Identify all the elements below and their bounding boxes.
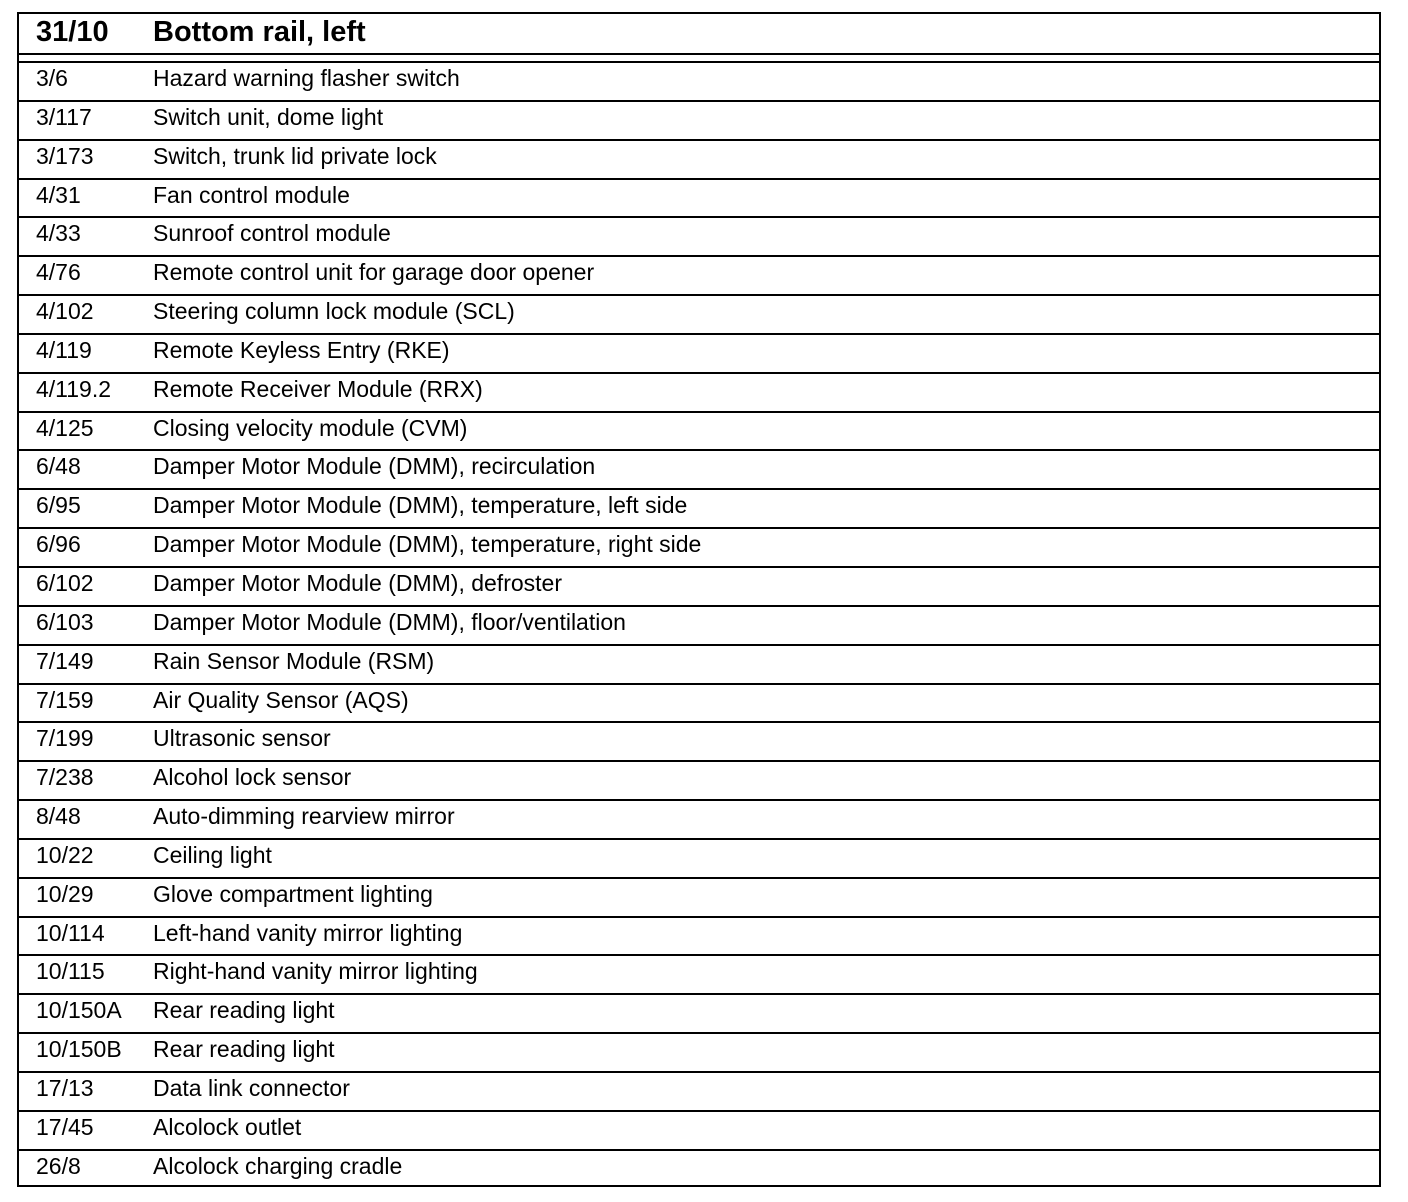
row-code: 4/119.2 [36, 375, 112, 402]
row-code: 4/119 [36, 336, 92, 363]
table-row [19, 568, 1379, 607]
row-code: 3/6 [36, 65, 68, 91]
table-row [19, 840, 1379, 879]
component-table [17, 12, 1381, 1187]
row-description: Auto-dimming rearview mirror [153, 803, 455, 830]
row-code: 7/149 [36, 647, 94, 674]
table-row [19, 490, 1379, 529]
row-code: 4/33 [36, 220, 81, 247]
row-code: 8/48 [36, 803, 81, 830]
row-description: Remote control unit for garage door opener [153, 259, 595, 286]
table-row [19, 685, 1379, 724]
table-row [19, 723, 1379, 762]
header-title: Bottom rail, left [153, 16, 366, 48]
row-code: 4/102 [36, 298, 94, 325]
row-description: Remote Receiver Module (RRX) [153, 375, 483, 402]
row-code: 10/150B [36, 1036, 122, 1063]
table-row [19, 995, 1379, 1034]
row-code: 10/29 [36, 880, 94, 907]
row-code: 7/199 [36, 725, 94, 752]
table-row [19, 529, 1379, 568]
row-code: 3/173 [36, 142, 94, 169]
row-code: 4/31 [36, 181, 81, 208]
row-description: Damper Motor Module (DMM), temperature, left side [153, 492, 688, 519]
row-description: Ultrasonic sensor [153, 725, 331, 752]
row-description: Damper Motor Module (DMM), recirculation [153, 453, 596, 480]
row-description: Closing velocity module (CVM) [153, 414, 468, 441]
row-description: Glove compartment lighting [153, 880, 433, 907]
row-code: 10/22 [36, 841, 94, 868]
table-body [19, 63, 1379, 1189]
row-code: 26/8 [36, 1152, 81, 1179]
header-divider [19, 55, 1379, 63]
row-description: Hazard warning flasher switch [153, 65, 460, 91]
table-row [19, 1151, 1379, 1190]
row-description: Alcohol lock sensor [153, 764, 352, 791]
table-row [19, 879, 1379, 918]
table-row [19, 141, 1379, 180]
row-description: Remote Keyless Entry (RKE) [153, 336, 450, 363]
row-code: 10/115 [36, 958, 105, 985]
table-row [19, 646, 1379, 685]
table-row [19, 180, 1379, 219]
table-row [19, 956, 1379, 995]
table-row [19, 1034, 1379, 1073]
table-row [19, 374, 1379, 413]
table-row [19, 63, 1379, 102]
row-description: Fan control module [153, 181, 350, 208]
table-row [19, 762, 1379, 801]
row-description: Rain Sensor Module (RSM) [153, 647, 435, 674]
row-code: 3/117 [36, 103, 92, 130]
row-description: Sunroof control module [153, 220, 391, 247]
row-code: 17/45 [36, 1113, 94, 1140]
row-description: Ceiling light [153, 841, 272, 868]
row-code: 6/103 [36, 608, 94, 635]
table-row [19, 1073, 1379, 1112]
header-code: 31/10 [36, 16, 109, 48]
table-row [19, 918, 1379, 957]
row-description: Damper Motor Module (DMM), temperature, right side [153, 531, 702, 558]
row-description: Steering column lock module (SCL) [153, 298, 515, 325]
row-description: Right-hand vanity mirror lighting [153, 958, 478, 985]
row-code: 6/96 [36, 531, 81, 558]
row-code: 17/13 [36, 1074, 94, 1101]
row-code: 10/150A [36, 997, 122, 1024]
table-header [19, 14, 1379, 55]
row-code: 4/76 [36, 259, 81, 286]
table-row [19, 413, 1379, 452]
row-description: Damper Motor Module (DMM), floor/ventilation [153, 608, 626, 635]
row-description: Switch unit, dome light [153, 103, 384, 130]
row-description: Rear reading light [153, 997, 335, 1024]
table-row [19, 1112, 1379, 1151]
row-description: Left-hand vanity mirror lighting [153, 919, 463, 946]
table-row [19, 102, 1379, 141]
row-code: 6/48 [36, 453, 81, 480]
row-description: Rear reading light [153, 1036, 335, 1063]
row-code: 7/238 [36, 764, 94, 791]
row-code: 6/102 [36, 569, 94, 596]
row-description: Switch, trunk lid private lock [153, 142, 437, 169]
table-row [19, 607, 1379, 646]
table-row [19, 335, 1379, 374]
row-description: Data link connector [153, 1074, 350, 1101]
row-description: Air Quality Sensor (AQS) [153, 686, 409, 713]
row-code: 7/159 [36, 686, 94, 713]
table-row [19, 296, 1379, 335]
row-description: Alcolock charging cradle [153, 1152, 403, 1179]
row-code: 6/95 [36, 492, 81, 519]
table-row [19, 257, 1379, 296]
table-row [19, 801, 1379, 840]
row-code: 10/114 [36, 919, 105, 946]
table-row [19, 451, 1379, 490]
table-row [19, 218, 1379, 257]
row-description: Alcolock outlet [153, 1113, 302, 1140]
row-code: 4/125 [36, 414, 94, 441]
row-description: Damper Motor Module (DMM), defroster [153, 569, 562, 596]
